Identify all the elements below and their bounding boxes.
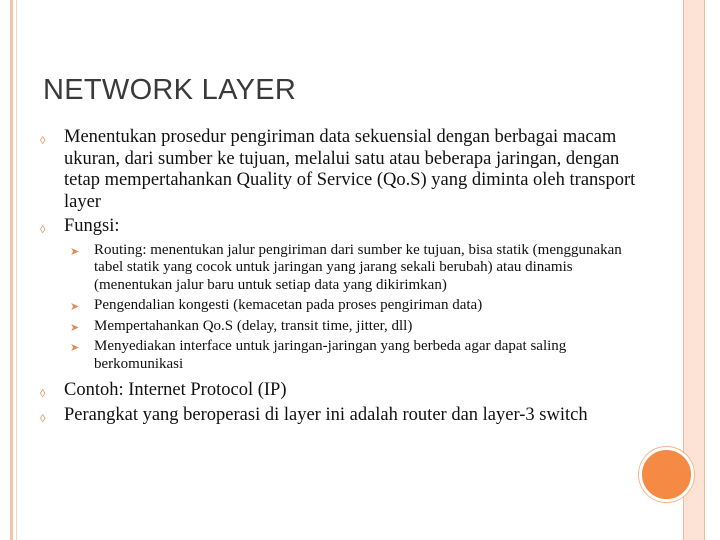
diamond-bullet-icon: ◊ bbox=[40, 412, 46, 425]
diamond-bullet-icon: ◊ bbox=[40, 388, 46, 400]
sub-bullet-item bbox=[70, 338, 640, 373]
sub-bullet-text: Routing: menentukan jalur pengiriman dari sumber ke tujuan, bisa statik (menggunakan tabel statik yang cocok untuk jaringan yang jarang sekali berubah) atau dinamis (menentukan jalur baru untuk setiap data yang dikirimkan) bbox=[94, 241, 622, 293]
diamond-bullet-icon: ◊ bbox=[40, 135, 46, 147]
arrowhead-bullet-icon: ➤ bbox=[70, 245, 80, 258]
bullet-text: Perangkat yang beroperasi di layer ini adalah router dan layer-3 switch bbox=[64, 404, 588, 425]
sub-bullet-item bbox=[70, 242, 640, 295]
bullet-text: Fungsi: bbox=[64, 216, 120, 236]
sub-bullet-list bbox=[70, 242, 640, 374]
bullet-item bbox=[40, 405, 640, 427]
bullet-text: Menentukan prosedur pengiriman data sekuensial dengan berbagai macam ukuran, dari sumber ke tujuan, melalui satu atau beberapa jaringan, dengan tetap mempertahankan Quality of Service (Qo.S) yang diminta oleh transport layer bbox=[64, 127, 636, 212]
orange-circle-decoration bbox=[639, 447, 694, 502]
bullet-item bbox=[40, 127, 640, 213]
left-decorative-rule bbox=[10, 0, 13, 540]
bullet-item bbox=[40, 380, 640, 402]
sub-bullet-text: Pengendalian kongesti (kemacetan pada proses pengiriman data) bbox=[94, 297, 483, 313]
left-decorative-rule-thin bbox=[16, 0, 17, 540]
arrowhead-bullet-icon: ➤ bbox=[70, 342, 80, 354]
sub-bullet-item bbox=[70, 318, 640, 336]
sub-bullet-text: Menyediakan interface untuk jaringan-jaringan yang berbeda agar dapat saling berkomunikasi bbox=[94, 338, 567, 372]
slide-content bbox=[40, 127, 640, 426]
bullet-item bbox=[40, 216, 640, 238]
sub-bullet-item bbox=[70, 297, 640, 315]
slide-title: NETWORK LAYER bbox=[43, 74, 297, 106]
bullet-text: Contoh: Internet Protocol (IP) bbox=[64, 380, 287, 400]
diamond-bullet-icon: ◊ bbox=[40, 224, 46, 236]
sub-bullet-text: Mempertahankan Qo.S (delay, transit time, jitter, dll) bbox=[94, 317, 413, 334]
arrowhead-bullet-icon: ➤ bbox=[70, 301, 80, 313]
arrowhead-bullet-icon: ➤ bbox=[70, 321, 80, 334]
